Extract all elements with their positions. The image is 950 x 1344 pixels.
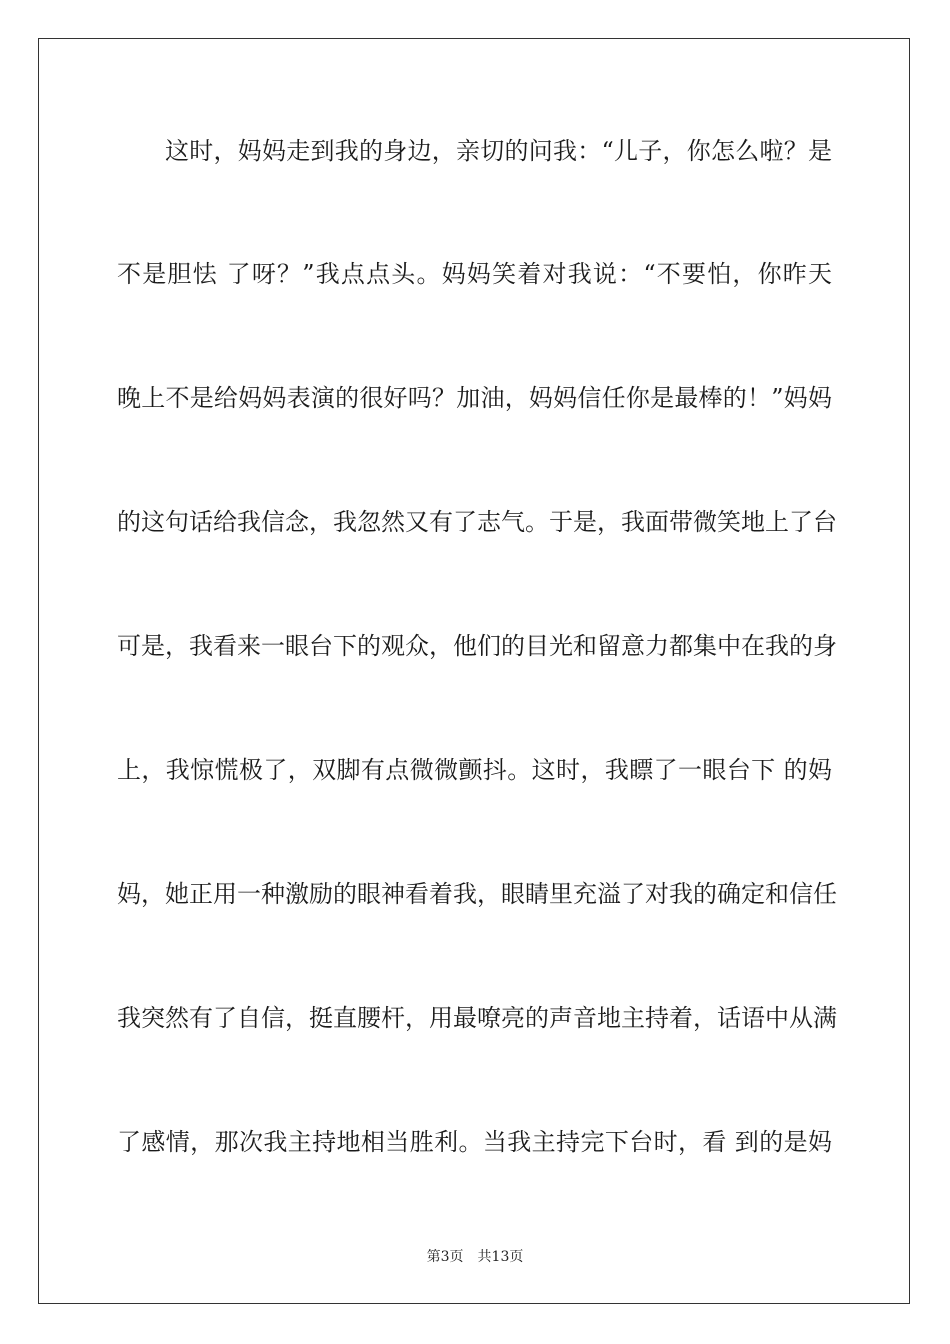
text-line-6: 上，我惊慌极了，双脚有点微微颤抖。这时，我瞟了一眼台下 的妈 xyxy=(117,756,832,784)
text-line-1: 这时，妈妈走到我的身边，亲切的问我：“儿子，你怎么啦？是 xyxy=(165,137,832,165)
page-footer xyxy=(0,1248,950,1266)
text-line-9: 了感情，那次我主持地相当胜利。当我主持完下台时，看 到的是妈 xyxy=(117,1128,832,1156)
text-line-4: 的这句话给我信念，我忽然又有了志气。于是，我面带微笑地上了台 xyxy=(117,508,837,536)
text-line-8: 我突然有了自信，挺直腰杆，用最嘹亮的声音地主持着，话语中从满 xyxy=(117,1004,837,1032)
text-line-5: 可是，我看来一眼台下的观众，他们的目光和留意力都集中在我的身 xyxy=(117,632,837,660)
total-pages: 共13页 xyxy=(477,1249,524,1265)
page-number: 第3页 xyxy=(426,1249,464,1265)
text-line-7: 妈，她正用一种激励的眼神看着我，眼睛里充溢了对我的确定和信任 xyxy=(117,880,837,908)
text-line-2: 不是胆怯 了呀？”我点点头。妈妈笑着对我说：“不要怕，你昨天 xyxy=(117,260,832,288)
text-line-3: 晚上不是给妈妈表演的很好吗？加油，妈妈信任你是最棒的！”妈妈 xyxy=(117,384,832,412)
page-border xyxy=(38,38,910,1304)
